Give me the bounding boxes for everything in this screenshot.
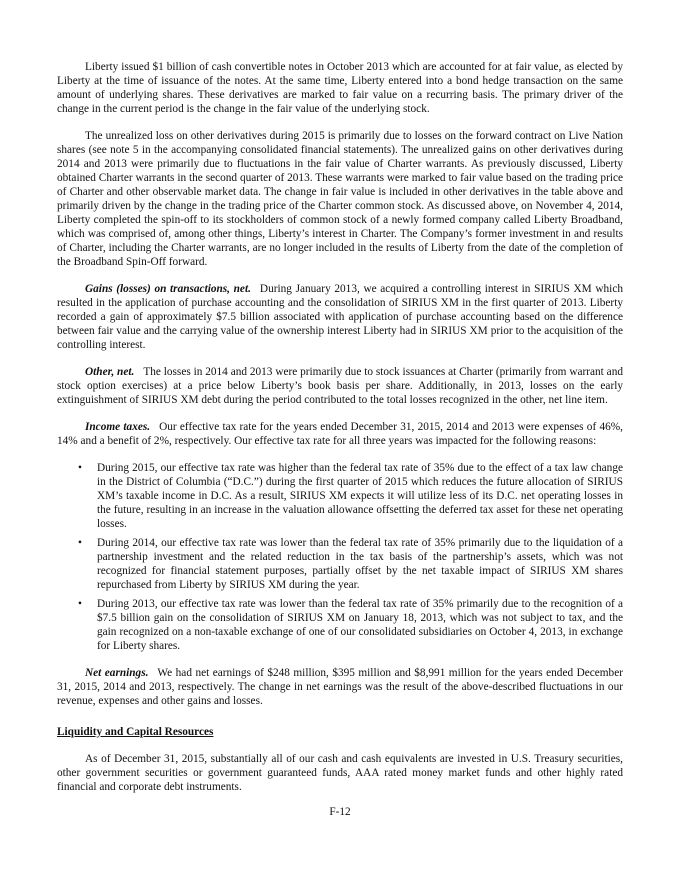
- paragraph-gains-losses-transactions: [57, 282, 623, 352]
- paragraph-text: We had net earnings of $248 million, $395 million and $8,991 million for the years ended December 31, 2015, 2014 and 2013, respectively. The change in net earnings was the result of the above-described fluctuations in our revenue, expenses and other gains and losses.: [57, 667, 623, 707]
- paragraph-text: Our effective tax rate for the years ended December 31, 2015, 2014 and 2013 were expenses of 46%, 14% and a benefit of 2%, respectively. Our effective tax rate for all three years was impacted for the following reasons:: [57, 421, 624, 447]
- paragraph-lead: Net earnings.: [85, 667, 149, 679]
- paragraph-text: As of December 31, 2015, substantially all of our cash and cash equivalents are invested in U.S. Treasury securities, other government securities or government guaranteed funds, AAA rated money market funds and other highly rated financial and corporate debt instruments.: [57, 753, 623, 793]
- list-item-2015: [78, 461, 623, 531]
- paragraph-text: The unrealized loss on other derivatives during 2015 is primarily due to losses on the forward contract on Live Nation shares (see note 5 in the accompanying consolidated financial statements). The unrealized gains on other derivatives during 2014 and 2013 were primarily due to fluctuations in the fair value of Charter warrants. As previously discussed, Liberty obtained Charter warrants in the second quarter of 2013. These warrants were marked to fair value based on the trading price of Charter and other observable market data. The change in fair value is included in other derivatives in the table above and primarily driven by the change in the trading price of the Charter common stock. As discussed above, on November 4, 2014, Liberty completed the spin-off to its stockholders of common stock of a newly formed company called Liberty Broadband, which was comprised of, among other things, Liberty’s interest in Charter. The Company’s former investment in and results of Charter, including the Charter warrants, are no longer included in the results of Liberty from the date of the completion of the Broadband Spin-Off forward.: [57, 130, 623, 268]
- bullet-icon: •: [78, 537, 82, 549]
- paragraph-other-net: [57, 365, 623, 407]
- paragraph-text: During January 2013, we acquired a controlling interest in SIRIUS XM which resulted in the application of purchase accounting and the consolidation of SIRIUS XM in the first quarter of 2013. Liberty recorded a gain of approximately $7.5 billion associated with application of purchase accounting based on the difference between fair value and the carrying value of the ownership interest Liberty had in SIRIUS XM prior to the acquisition of the controlling interest.: [57, 283, 623, 351]
- list-item-2014: [78, 536, 623, 592]
- paragraph-lead: Income taxes.: [85, 421, 151, 433]
- section-heading-liquidity: Liquidity and Capital Resources: [57, 726, 214, 738]
- page-number: F-12: [329, 806, 351, 818]
- paragraph-net-earnings: [57, 666, 623, 708]
- paragraph-unrealized-loss: [57, 129, 623, 269]
- bullet-icon: •: [78, 462, 82, 474]
- paragraph-income-taxes: [57, 420, 623, 448]
- paragraph-text: The losses in 2014 and 2013 were primarily due to stock issuances at Charter (primarily from warrant and stock option exercises) at a price below Liberty’s book basis per share. Additionally, in 2013, losses on the early extinguishment of SIRIUS XM debt during the period contributed to the total losses recognized in the other, net line item.: [57, 366, 623, 406]
- list-item-text: During 2014, our effective tax rate was lower than the federal tax rate of 35% primarily due to the liquidation of a partnership investment and the related reduction in the tax basis of the partnership’s assets, which was not recognized for financial statement purposes, partially offset by the net taxable impact of SIRIUS XM shares repurchased from Liberty by SIRIUS XM during the year.: [97, 537, 623, 591]
- list-item-2013: [78, 597, 623, 653]
- paragraph-lead: Gains (losses) on transactions, net.: [85, 283, 251, 295]
- list-item-text: During 2013, our effective tax rate was lower than the federal tax rate of 35% primarily due to the recognition of a $7.5 billion gain on the consolidation of SIRIUS XM on January 18, 2013, which was not subject to tax, and the gain recognized on a non-taxable exchange of one of our consolidated subsidiaries on October 4, 2013, in exchange for Liberty shares.: [97, 598, 623, 652]
- paragraph-lead: Other, net.: [85, 366, 135, 378]
- tax-rate-reasons-list: [57, 461, 623, 653]
- paragraph-liquidity: [57, 752, 623, 794]
- list-item-text: During 2015, our effective tax rate was higher than the federal tax rate of 35% due to the effect of a tax law change in the District of Columbia (“D.C.”) during the first quarter of 2015 which reduces the future allocation of SIRIUS XM’s taxable income in D.C. As a result, SIRIUS XM expects it will utilize less of its D.C. net operating losses in the future, resulting in an increase in the valuation allowance offsetting the deferred tax asset for these net operating losses.: [97, 462, 623, 530]
- paragraph-convertible-notes: [57, 60, 623, 116]
- bullet-icon: •: [78, 598, 82, 610]
- paragraph-text: Liberty issued $1 billion of cash convertible notes in October 2013 which are accounted for at fair value, as elected by Liberty at the time of issuance of the notes. At the same time, Liberty entered into a bond hedge transaction on the same amount of underlying shares. These derivatives are marked to fair value on a recurring basis. The primary driver of the change in the current period is the change in the fair value of the underlying stock.: [57, 61, 623, 115]
